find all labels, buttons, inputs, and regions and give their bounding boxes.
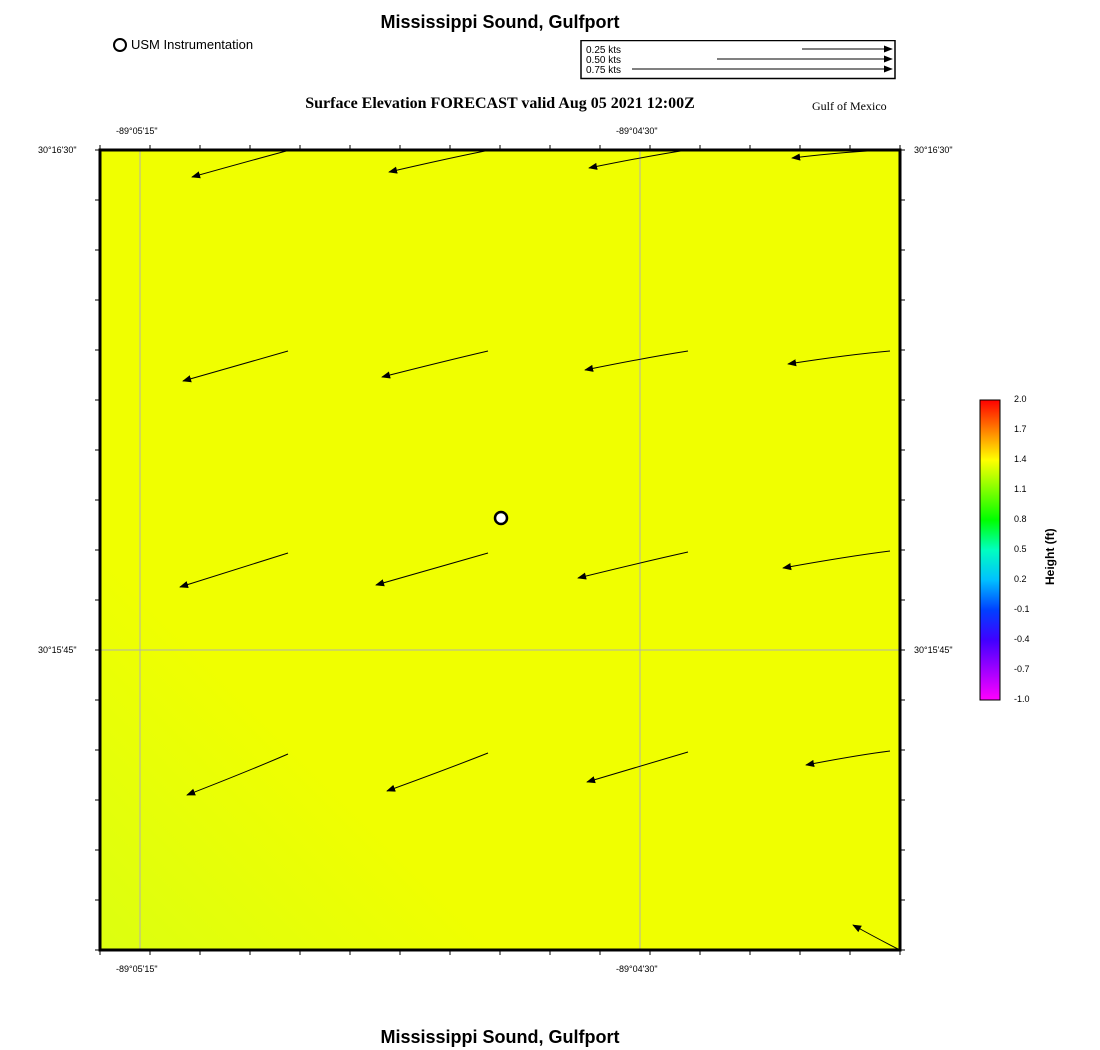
lat-label-right-1: 30°16'30" xyxy=(914,145,953,155)
colorbar-title: Height (ft) xyxy=(1043,528,1057,585)
usm-instrument-marker[interactable] xyxy=(495,512,507,524)
lon-label-bottom-1: -89°05'15" xyxy=(116,964,158,974)
lat-label-left-1: 30°16'30" xyxy=(38,145,77,155)
colorbar-scale xyxy=(980,400,1000,700)
map-title-bottom: Mississippi Sound, Gulfport xyxy=(380,1027,620,1047)
colorbar xyxy=(975,395,1005,707)
colorbar-tick-label: 1.7 xyxy=(1014,424,1027,434)
instrumentation-legend xyxy=(113,37,253,52)
colorbar-tick-label: -0.1 xyxy=(1014,604,1030,614)
lon-label-top-1: -89°05'15" xyxy=(116,126,158,136)
lat-label-left-2: 30°15'45" xyxy=(38,645,77,655)
region-label: Gulf of Mexico xyxy=(812,99,887,113)
map-title-top: Mississippi Sound, Gulfport xyxy=(380,12,620,32)
surface-elevation-map xyxy=(95,145,907,957)
map-subtitle: Surface Elevation FORECAST valid Aug 05 2021 12:00Z xyxy=(305,95,695,112)
colorbar-tick-label: 1.1 xyxy=(1014,484,1027,494)
lon-label-top-2: -89°04'30" xyxy=(616,126,658,136)
vector-scale-legend xyxy=(580,40,896,80)
elevation-field xyxy=(100,150,900,950)
vector-scale-label-2: 0.50 kts xyxy=(586,55,622,66)
colorbar-tick-label: 2.0 xyxy=(1014,394,1027,404)
colorbar-tick-label: -1.0 xyxy=(1014,694,1030,704)
colorbar-tick-label: 0.8 xyxy=(1014,514,1027,524)
instrument-marker-icon xyxy=(113,38,127,52)
instrumentation-label: USM Instrumentation xyxy=(131,37,254,52)
colorbar-tick-label: -0.7 xyxy=(1014,664,1030,674)
vector-scale-label-3: 0.75 kts xyxy=(586,65,622,76)
colorbar-tick-label: 1.4 xyxy=(1014,454,1027,464)
vector-scale-label-1: 0.25 kts xyxy=(586,45,622,56)
colorbar-tick-label: 0.5 xyxy=(1014,544,1027,554)
colorbar-tick-label: -0.4 xyxy=(1014,634,1030,644)
lat-label-right-2: 30°15'45" xyxy=(914,645,953,655)
lon-label-bottom-2: -89°04'30" xyxy=(616,964,658,974)
colorbar-tick-label: 0.2 xyxy=(1014,574,1027,584)
